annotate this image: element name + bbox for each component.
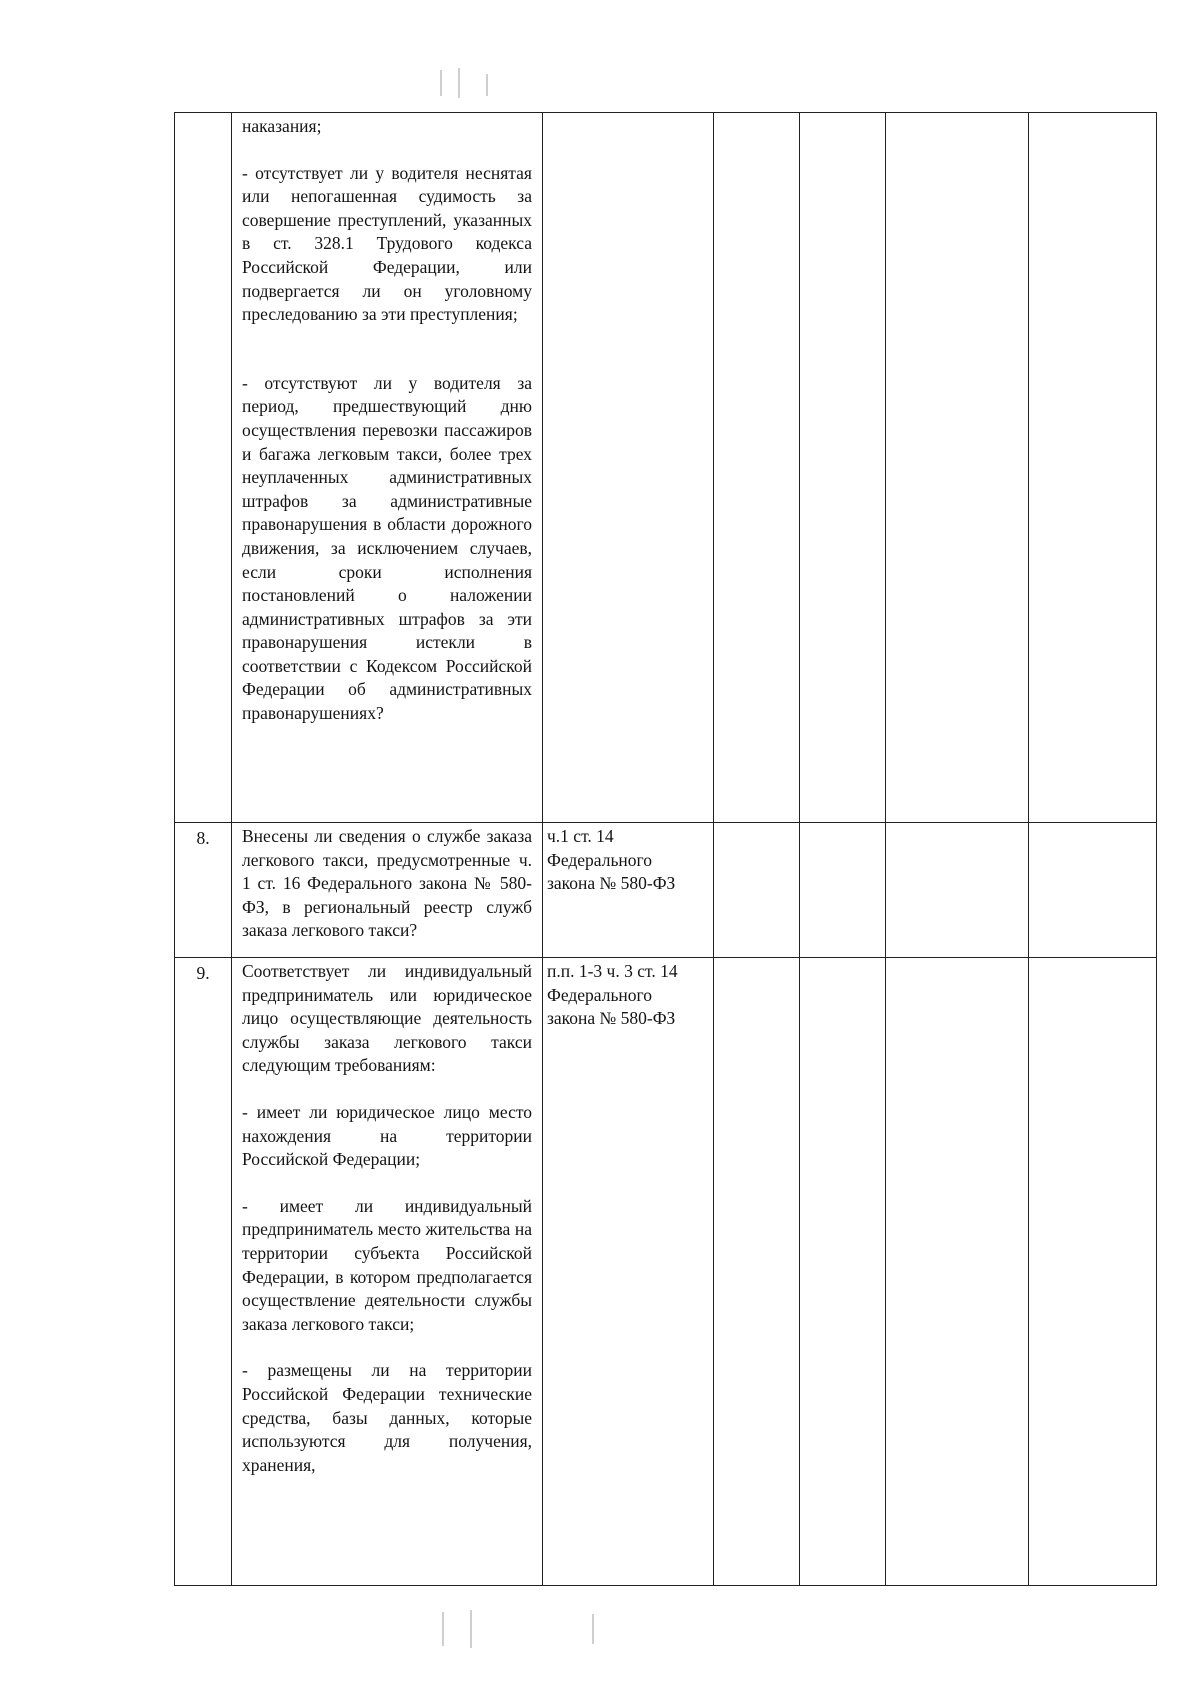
empty-cell	[800, 958, 886, 1586]
scan-artifact	[442, 1612, 444, 1646]
reference-cell	[543, 823, 714, 958]
requirement-paragraph: - имеет ли юридическое лицо место нахождения на территории Российской Федерации;	[242, 1101, 532, 1170]
row-number-cell	[175, 113, 232, 823]
empty-cell	[886, 823, 1029, 958]
reference-cell	[543, 958, 714, 1586]
reference-line: Федерального	[547, 984, 653, 1005]
requirement-paragraph: наказания;	[242, 116, 322, 136]
scan-artifact	[458, 68, 460, 98]
reference-cell	[543, 113, 714, 823]
empty-cell	[1029, 113, 1157, 823]
empty-cell	[800, 113, 886, 823]
reference-line: Федерального	[547, 849, 653, 870]
scan-artifact	[470, 1610, 472, 1648]
empty-cell	[714, 958, 800, 1586]
requirement-cell	[232, 823, 543, 958]
row-number-cell	[175, 823, 232, 958]
row-number: 8.	[196, 828, 210, 848]
empty-cell	[714, 823, 800, 958]
requirement-paragraph: - отсутствует ли у водителя неснятая или непогашенная судимость за совершение преступлений, указанных в ст. 328.1 Трудового кодекса Российской Федерации, или подвергается ли он уголовному преследованию за эти преступления;	[242, 162, 532, 325]
requirement-paragraph: Соответствует ли индивидуальный предприниматель или юридическое лицо осуществляющие деятельность службы заказа легкового такси следующим требованиям:	[242, 961, 532, 1076]
requirement-paragraph: - имеет ли индивидуальный предприниматель место жительства на территории субъекта Российской Федерации, в котором предполагается осуществление деятельности службы заказа легкового такси;	[242, 1195, 532, 1334]
requirement-paragraph: Внесены ли сведения о службе заказа легкового такси, предусмотренные ч. 1 ст. 16 Федерального закона № 580-ФЗ, в региональный реестр служб заказа легкового такси?	[242, 826, 532, 941]
table-row	[175, 823, 1157, 958]
row-number: 9.	[196, 963, 210, 983]
empty-cell	[714, 113, 800, 823]
requirement-cell	[232, 113, 543, 823]
scan-artifact	[440, 70, 442, 96]
requirement-paragraph: - размещены ли на территории Российской Федерации технические средства, базы данных, которые используются для получения, хранения,	[242, 1360, 532, 1475]
scan-artifact	[592, 1614, 594, 1644]
requirement-cell	[232, 958, 543, 1586]
empty-cell	[886, 113, 1029, 823]
reference-line: ч.1 ст. 14	[547, 826, 614, 846]
reference-line: закона № 580-ФЗ	[547, 873, 676, 894]
requirement-paragraph: - отсутствуют ли у водителя за период, предшествующий дню осуществления перевозки пассажиров и багажа легковым такси, более трех неуплаченных административных штрафов за административные правонарушения в области дорожного движения, за исключением случаев, если сроки исполнения постановлений о наложении административных штрафов за эти правонарушения истекли в соответствии с Кодексом Российской Федерации об административных правонарушениях?	[242, 372, 532, 724]
scan-artifact	[486, 74, 488, 96]
row-number-cell	[175, 958, 232, 1586]
empty-cell	[1029, 958, 1157, 1586]
empty-cell	[886, 958, 1029, 1586]
empty-cell	[800, 823, 886, 958]
table-row	[175, 958, 1157, 1586]
reference-line: закона № 580-ФЗ	[547, 1008, 676, 1029]
checklist-table	[174, 112, 1157, 1586]
empty-cell	[1029, 823, 1157, 958]
table-row	[175, 113, 1157, 823]
reference-line: п.п. 1-3 ч. 3 ст. 14	[547, 961, 678, 981]
